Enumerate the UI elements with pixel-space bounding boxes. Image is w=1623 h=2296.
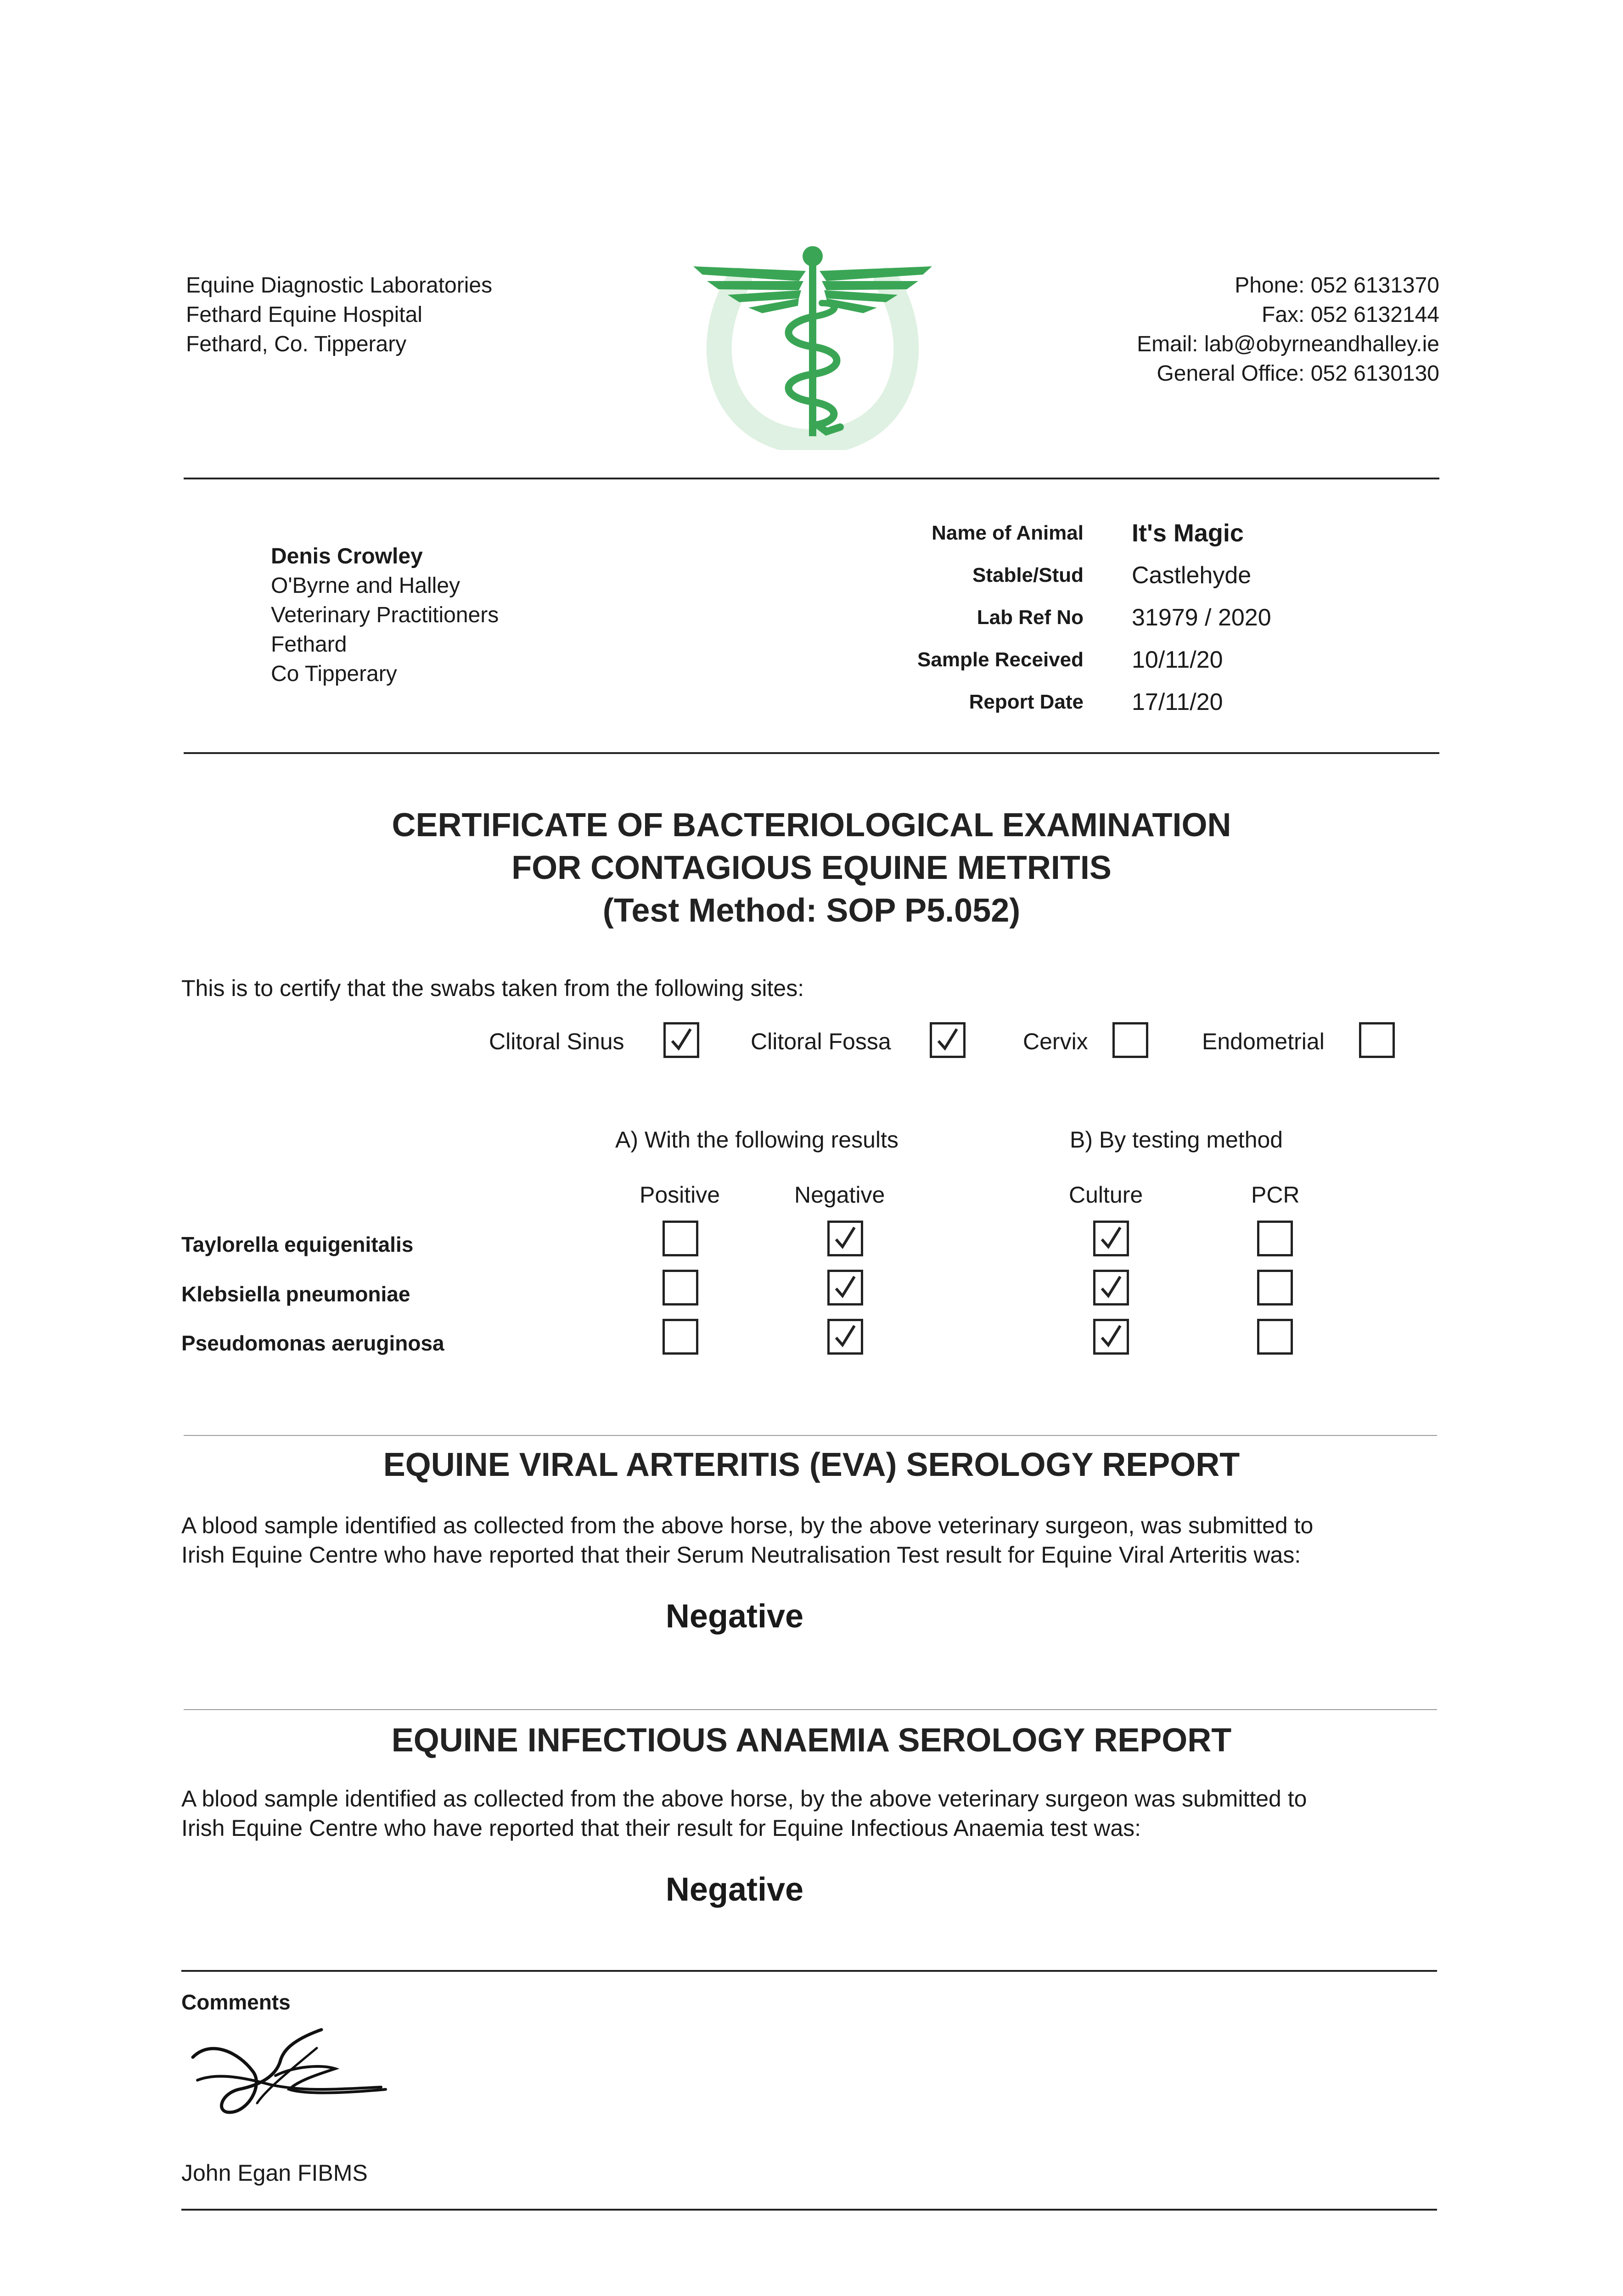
col-negative: Negative: [794, 1182, 885, 1208]
organism-name: Taylorella equigenitalis: [181, 1232, 414, 1256]
recipient-town: Fethard: [271, 632, 347, 657]
footer-divider: [181, 2209, 1437, 2211]
comments-label: Comments: [181, 1990, 291, 2014]
col-pcr: PCR: [1251, 1182, 1300, 1208]
report-date-row: [799, 681, 1396, 723]
eia-result: Negative: [665, 1871, 804, 1908]
site-clitoral-fossa-label: Clitoral Fossa: [751, 1029, 891, 1054]
eia-title: EQUINE INFECTIOUS ANAEMIA SEROLOGY REPORT: [391, 1722, 1232, 1759]
klebsiella-culture-checkbox[interactable]: [1093, 1270, 1129, 1306]
phone: Phone: 052 6131370: [1235, 273, 1439, 298]
certificate-title-2: FOR CONTAGIOUS EQUINE METRITIS: [511, 850, 1112, 886]
eva-text-line-1: A blood sample identified as collected from the above horse, by the above veterinary surgeon, was submitted to: [181, 1513, 1314, 1538]
signatory-name: John Egan FIBMS: [181, 2160, 368, 2186]
lab-address: [186, 271, 492, 359]
sample-received-value: 10/11/20: [1132, 647, 1223, 673]
caduceus-horseshoe-logo: [689, 239, 937, 450]
pseudomonas-pcr-checkbox[interactable]: [1257, 1319, 1293, 1355]
check-icon: [1097, 1225, 1125, 1252]
general-office: General Office: 052 6130130: [1157, 361, 1439, 386]
lab-ref-value: 31979 / 2020: [1132, 604, 1271, 631]
recipient-name: Denis Crowley: [271, 544, 423, 568]
eia-text-line-2: Irish Equine Centre who have reported that their result for Equine Infectious Anaemia test was:: [181, 1815, 1141, 1841]
check-icon: [831, 1274, 859, 1301]
lab-town: Fethard, Co. Tipperary: [186, 332, 407, 356]
recipient-address: [271, 542, 499, 689]
report-date-value: 17/11/20: [1132, 689, 1223, 715]
col-culture: Culture: [1069, 1182, 1143, 1208]
site-clitoral-sinus-checkbox[interactable]: [663, 1022, 699, 1058]
check-icon: [1097, 1274, 1125, 1301]
klebsiella-pcr-checkbox[interactable]: [1257, 1270, 1293, 1306]
certificate-title-1: CERTIFICATE OF BACTERIOLOGICAL EXAMINATION: [392, 807, 1231, 844]
certificate-intro: This is to certify that the swabs taken from the following sites:: [181, 975, 804, 1001]
check-icon: [831, 1323, 859, 1351]
check-icon: [934, 1026, 961, 1054]
col-positive: Positive: [640, 1182, 720, 1208]
signature-icon: [184, 2020, 404, 2140]
taylorella-positive-checkbox[interactable]: [663, 1221, 698, 1256]
lab-ref-row: [799, 597, 1396, 639]
site-cervix-checkbox[interactable]: [1112, 1022, 1148, 1058]
eia-text-line-1: A blood sample identified as collected from the above horse, by the above veterinary surgeon was submitted to: [181, 1786, 1307, 1812]
sample-received-row: [799, 639, 1396, 681]
comments-divider: [181, 1970, 1437, 1972]
animal-name-row: [799, 512, 1396, 554]
site-clitoral-fossa-checkbox[interactable]: [930, 1022, 966, 1058]
taylorella-culture-checkbox[interactable]: [1093, 1221, 1129, 1256]
animal-name-label: Name of Animal: [932, 522, 1084, 544]
eva-text: [181, 1511, 1467, 1570]
eia-text: [181, 1784, 1467, 1843]
fax: Fax: 052 6132144: [1262, 303, 1439, 327]
stable-row: [799, 554, 1396, 597]
klebsiella-negative-checkbox[interactable]: [827, 1270, 863, 1306]
report-date-label: Report Date: [969, 691, 1084, 713]
eia-divider: [184, 1709, 1437, 1710]
animal-details: [799, 512, 1396, 728]
check-icon: [831, 1225, 859, 1252]
certificate-title-3: (Test Method: SOP P5.052): [602, 892, 1021, 929]
eva-divider: [184, 1435, 1437, 1436]
pseudomonas-negative-checkbox[interactable]: [827, 1319, 863, 1355]
eva-result: Negative: [665, 1598, 804, 1635]
taylorella-pcr-checkbox[interactable]: [1257, 1221, 1293, 1256]
lab-ref-label: Lab Ref No: [977, 606, 1084, 629]
header-divider: [184, 478, 1439, 479]
lab-hospital: Fethard Equine Hospital: [186, 303, 422, 327]
lab-contact: [1137, 271, 1439, 388]
check-icon: [668, 1026, 695, 1054]
check-icon: [1097, 1323, 1125, 1351]
eva-text-line-2: Irish Equine Centre who have reported that their Serum Neutralisation Test result for Equine Viral Arteritis was:: [181, 1542, 1301, 1568]
recipient-county: Co Tipperary: [271, 662, 397, 686]
stable-label: Stable/Stud: [972, 564, 1084, 586]
recipient-practice-type: Veterinary Practitioners: [271, 603, 499, 627]
lab-name: Equine Diagnostic Laboratories: [186, 273, 493, 298]
eva-title: EQUINE VIRAL ARTERITIS (EVA) SEROLOGY REPORT: [383, 1446, 1240, 1483]
site-clitoral-sinus-label: Clitoral Sinus: [489, 1029, 624, 1054]
taylorella-negative-checkbox[interactable]: [827, 1221, 863, 1256]
site-endometrial-checkbox[interactable]: [1359, 1022, 1395, 1058]
animal-name-value: It's Magic: [1132, 519, 1244, 547]
pseudomonas-positive-checkbox[interactable]: [663, 1319, 698, 1355]
site-cervix-label: Cervix: [1023, 1029, 1088, 1054]
sample-received-label: Sample Received: [917, 648, 1084, 671]
email: Email: lab@obyrneandhalley.ie: [1137, 332, 1439, 356]
organism-name: Klebsiella pneumoniae: [181, 1282, 410, 1306]
recipient-practice: O'Byrne and Halley: [271, 574, 461, 598]
pseudomonas-culture-checkbox[interactable]: [1093, 1319, 1129, 1355]
details-divider: [184, 752, 1439, 754]
results-heading: A) With the following results: [615, 1127, 899, 1153]
organism-name: Pseudomonas aeruginosa: [181, 1331, 444, 1355]
method-heading: B) By testing method: [1070, 1127, 1283, 1153]
klebsiella-positive-checkbox[interactable]: [663, 1270, 698, 1306]
site-endometrial-label: Endometrial: [1202, 1029, 1325, 1054]
stable-value: Castlehyde: [1132, 562, 1252, 589]
